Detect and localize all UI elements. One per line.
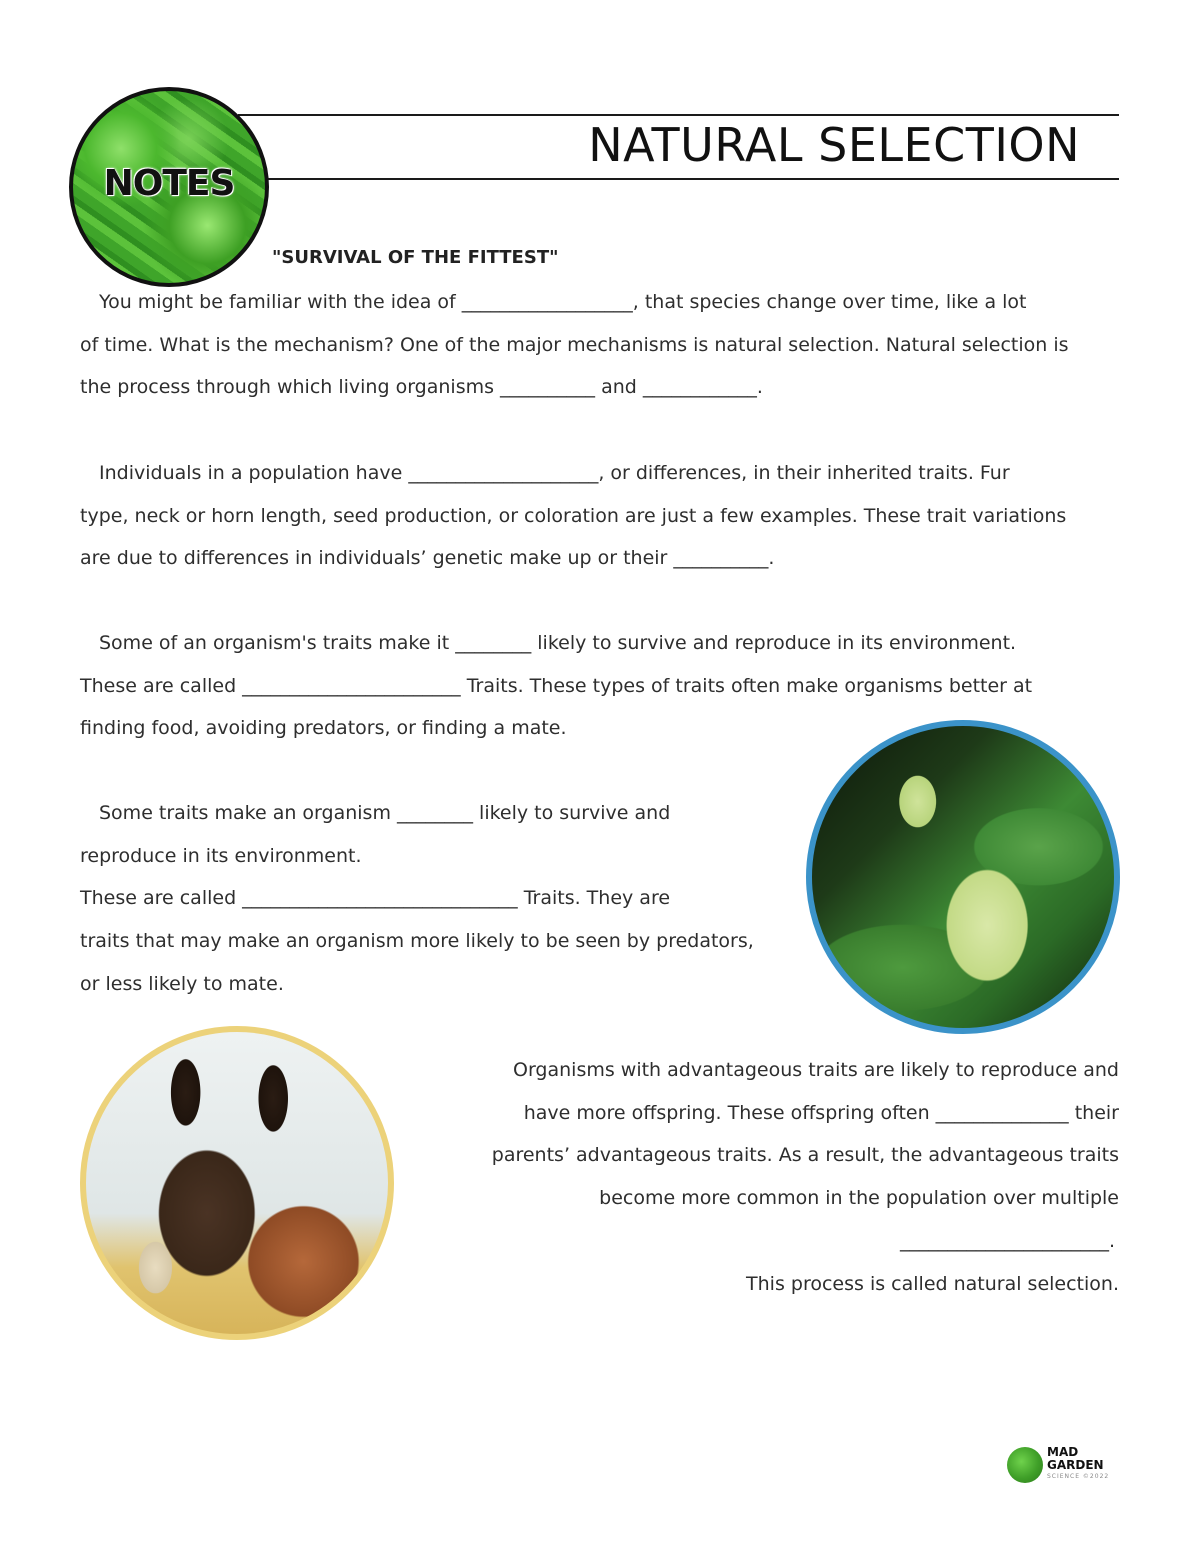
paragraph-line: have more offspring. These offspring often ______________ their (523, 1101, 1119, 1124)
paragraph-line: are due to differences in individuals’ genetic make up or their __________. (80, 547, 775, 570)
mad-garden-logo (1007, 1446, 1127, 1486)
paragraph-line: These are called _______________________ Traits. These types of traits often make organisms better at (80, 674, 1033, 697)
logo-line-2: GARDEN (1047, 1458, 1104, 1472)
paragraph-line: type, neck or horn length, seed production, or coloration are just a few examples. These trait variations (80, 504, 1067, 527)
logo-copyright: SCIENCE ©2022 (1047, 1473, 1110, 1480)
paragraph-disadvantageous-traits (80, 792, 754, 1006)
paragraph-line: Individuals in a population have ____________________, or differences, in their inherited traits. Fur (99, 462, 1010, 484)
paragraph-advantageous-traits (80, 622, 1032, 750)
paragraph-line: These are called _____________________________ Traits. They are (80, 887, 671, 910)
paragraph-line: become more common in the population over multiple (599, 1187, 1119, 1210)
paragraph-line: Some of an organism's traits make it ________ likely to survive and reproduce in its environment. (99, 632, 1017, 654)
paragraph-line: parents’ advantageous traits. As a result, the advantageous traits (491, 1144, 1119, 1167)
title-rule-bottom (260, 178, 1119, 180)
paragraph-line: Some traits make an organism ________ likely to survive and (99, 802, 671, 824)
section-subtitle: "SURVIVAL OF THE FITTEST" (272, 247, 559, 268)
paragraph-line: finding food, avoiding predators, or finding a mate. (80, 717, 567, 740)
paragraph-line: traits that may make an organism more likely to be seen by predators, (80, 930, 754, 953)
paragraph-natural-selection-summary (459, 1049, 1119, 1305)
paragraph-line: Organisms with advantageous traits are likely to reproduce and (512, 1059, 1119, 1081)
paragraph-line: or less likely to mate. (80, 972, 284, 995)
leaf-insect-photo (806, 720, 1120, 1034)
paragraph-line: reproduce in its environment. (80, 844, 362, 867)
logo-wordmark (1047, 1446, 1104, 1472)
logo-line-1: MAD (1047, 1445, 1079, 1459)
logo-icon (1007, 1447, 1043, 1483)
paragraph-line: of time. What is the mechanism? One of the major mechanisms is natural selection. Natural selection is (80, 333, 1069, 356)
notes-badge (69, 87, 269, 287)
paragraph-line: You might be familiar with the idea of __________________, that species change over time, like a lot (99, 291, 1027, 313)
paragraph-variations (80, 452, 1066, 580)
paragraph-evolution (80, 281, 1069, 409)
page-title: NATURAL SELECTION (588, 118, 1080, 172)
paragraph-line: ______________________. (899, 1229, 1115, 1252)
llama-photo (80, 1026, 394, 1340)
notes-badge-label: NOTES (103, 163, 235, 204)
paragraph-line: This process is called natural selection. (746, 1272, 1119, 1295)
title-rule-top (238, 114, 1119, 116)
paragraph-line: the process through which living organisms __________ and ____________. (80, 376, 763, 399)
